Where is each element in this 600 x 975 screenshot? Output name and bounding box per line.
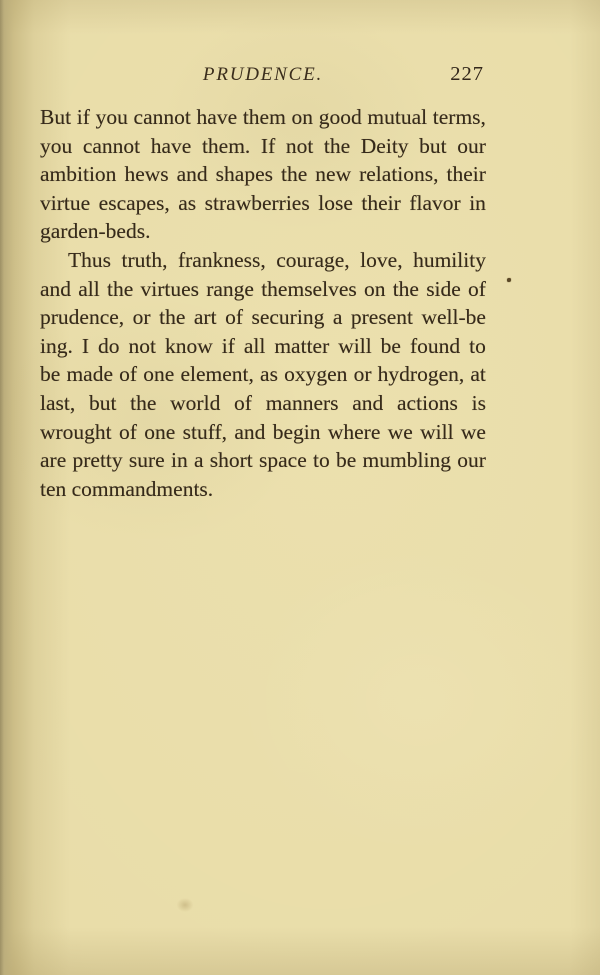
text-line: But if you cannot have them on good mutual terms, [40,105,486,129]
paragraph [40,103,486,246]
text-line: are pretty sure in a short space to be mumbling our [40,448,486,473]
text-line: ing. I do not know if all matter will be found to [40,333,486,358]
text-line: and all the virtues range themselves on the side of [40,276,486,301]
text-line: garden-beds. [40,219,151,244]
text-line: ambition hews and shapes the new relations, their [40,162,486,187]
page-header [40,64,486,90]
text-line: you cannot have them. If not the Deity but our [40,133,486,158]
running-title: PRUDENCE. [202,64,324,85]
text-line: Thus truth, frankness, courage, love, humility [68,247,486,272]
text-line: ten commandments. [40,476,214,501]
page-number: 227 [450,63,484,85]
text-line: wrought of one stuff, and begin where we will we [40,419,486,444]
text-line: prudence, or the art of securing a present well-be [40,305,486,330]
text-line: virtue escapes, as strawberries lose their flavor in [40,190,486,215]
paragraph [40,246,486,503]
text-block [40,103,486,503]
text-line: be made of one element, as oxygen or hydrogen, at [40,362,486,387]
text-line: last, but the world of manners and actions is [40,390,486,415]
ink-speck [507,278,511,282]
